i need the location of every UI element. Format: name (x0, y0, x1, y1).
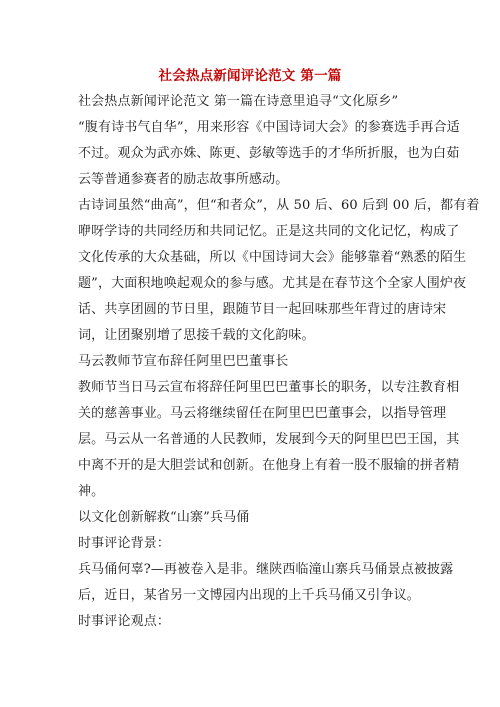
text-line: 时事评论观点： (78, 614, 171, 629)
section-heading: 马云教师节宣布辞任阿里巴巴董事长 (78, 354, 289, 369)
text-line: 兵马俑何辜?—再被卷入是非。继陕西临潼山寨兵马俑景点被披露 (78, 562, 454, 577)
text-line: 咿呀学诗的共同经历和共同记忆。正是这共同的文化记忆，构成了 (78, 224, 460, 239)
text-line: 云等普通参赛者的励志故事所感动。 (78, 172, 289, 187)
text-line: 后，近日，某省另一文博园内出现的上千兵马俑又引争议。 (78, 588, 420, 603)
text-line: 层。马云从一名普通的人民教师，发展到今天的阿里巴巴王国，其 (78, 432, 460, 447)
document-title: 社会热点新闻评论范文 第一篇 (158, 68, 342, 84)
text-line: 题”，大面积地唤起观众的参与感。尤其是在春节这个全家人围炉夜 (78, 276, 467, 291)
text-line: 教师节当日马云宣布将辞任阿里巴巴董事长的职务，以专注教育相 (78, 380, 460, 395)
text-line: 社会热点新闻评论范文 第一篇在诗意里追寻“文化原乡” (78, 94, 399, 109)
text-line: 神。 (78, 484, 105, 499)
text-line: 词，让团聚别增了思接千载的文化韵味。 (78, 328, 315, 343)
text-line: 话、共享团圆的节日里，跟随节目一起回味那些年背过的唐诗宋 (78, 302, 447, 317)
text-line: 文化传承的大众基础，所以《中国诗词大会》能够靠着“熟悉的陌生 (78, 250, 467, 265)
text-line: 时事评论背景： (78, 536, 171, 551)
text-line: 中离不开的是大胆尝试和创新。在他身上有着一股不服输的拼者精 (78, 458, 460, 473)
text-line: “腹有诗书气自华”，用来形容《中国诗词大会》的参赛选手再合适 (78, 120, 460, 135)
text-line: 古诗词虽然“曲高”，但“和者众”，从 50 后、60 后到 00 后，都有着 (78, 198, 480, 213)
section-heading: 以文化创新解救“山寨”兵马俑 (78, 510, 250, 525)
text-line: 关的慈善事业。马云将继续留任在阿里巴巴董事会，以指导管理 (78, 406, 447, 421)
text-line: 不过。观众为武亦姝、陈更、彭敏等选手的才华所折服，也为白茹 (78, 146, 460, 161)
